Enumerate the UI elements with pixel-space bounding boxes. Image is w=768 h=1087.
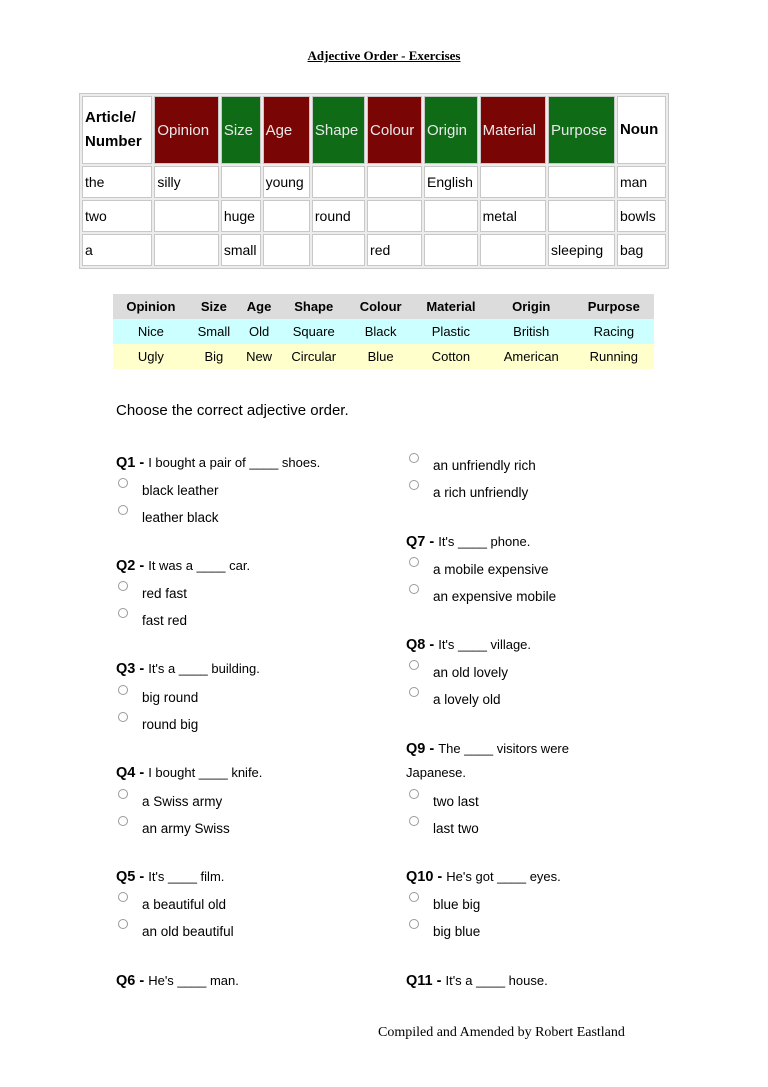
question-q1 xyxy=(116,455,320,471)
question-number: Q3 - xyxy=(116,661,145,677)
table-cell: huge xyxy=(221,200,261,232)
radio-button[interactable] xyxy=(409,789,419,799)
table-cell: Racing xyxy=(574,319,654,344)
table-cell: sleeping xyxy=(548,234,615,266)
radio-button[interactable] xyxy=(409,919,419,929)
header-age: Age xyxy=(263,96,310,164)
table-cell: small xyxy=(221,234,261,266)
answer-option[interactable]: leather black xyxy=(142,510,219,525)
instruction-text: Choose the correct adjective order. xyxy=(116,402,349,419)
question-text: It was a ____ car. xyxy=(148,558,251,573)
question-number: Q2 - xyxy=(116,558,145,574)
answer-option[interactable]: big round xyxy=(142,690,199,705)
table-cell: Running xyxy=(574,344,654,369)
table-cell: red xyxy=(367,234,422,266)
table-cell xyxy=(263,200,310,232)
radio-button[interactable] xyxy=(118,478,128,488)
radio-button[interactable] xyxy=(409,660,419,670)
table-cell: New xyxy=(239,344,279,369)
header-material: Material xyxy=(480,96,546,164)
question-number: Q7 - xyxy=(406,534,435,550)
header-noun: Noun xyxy=(617,96,666,164)
table-cell xyxy=(154,234,219,266)
table-cell: Cotton xyxy=(413,344,489,369)
question-q6 xyxy=(116,973,239,989)
table-cell xyxy=(548,200,615,232)
answer-option[interactable]: last two xyxy=(433,821,479,836)
table-cell: Black xyxy=(348,319,413,344)
header-purpose: Purpose xyxy=(548,96,615,164)
radio-button[interactable] xyxy=(118,789,128,799)
category-header: Purpose xyxy=(574,294,654,319)
header-article-line1: Article/ xyxy=(85,109,136,126)
table-row xyxy=(82,200,666,232)
answer-option[interactable]: an old lovely xyxy=(433,665,509,680)
table-cell xyxy=(480,166,546,198)
table-cell: Circular xyxy=(279,344,348,369)
question-q5 xyxy=(116,869,224,885)
answer-option[interactable]: black leather xyxy=(142,483,219,498)
table-cell: two xyxy=(82,200,152,232)
footer-credit: Compiled and Amended by Robert Eastland xyxy=(378,1025,625,1040)
table-cell: English xyxy=(424,166,478,198)
radio-button[interactable] xyxy=(118,608,128,618)
table-cell: Big xyxy=(189,344,239,369)
table-row xyxy=(113,344,654,369)
question-q2 xyxy=(116,558,250,574)
table-cell: Ugly xyxy=(113,344,189,369)
category-header: Colour xyxy=(348,294,413,319)
question-text: It's a ____ house. xyxy=(445,973,548,988)
answer-option[interactable]: blue big xyxy=(433,897,481,912)
table-cell xyxy=(263,234,310,266)
table-cell: Nice xyxy=(113,319,189,344)
radio-button[interactable] xyxy=(118,816,128,826)
question-text: He's got ____ eyes. xyxy=(446,869,561,884)
table-row xyxy=(113,319,654,344)
question-q7 xyxy=(406,534,530,550)
category-header: Shape xyxy=(279,294,348,319)
answer-option[interactable]: red fast xyxy=(142,586,188,601)
table-cell xyxy=(480,234,546,266)
radio-button[interactable] xyxy=(409,816,419,826)
answer-option[interactable]: an expensive mobile xyxy=(433,589,557,604)
table-cell xyxy=(221,166,261,198)
table-cell: bag xyxy=(617,234,666,266)
category-header: Size xyxy=(189,294,239,319)
radio-button[interactable] xyxy=(409,453,419,463)
header-size: Size xyxy=(221,96,261,164)
categories-header-row xyxy=(113,294,654,319)
radio-button[interactable] xyxy=(409,557,419,567)
question-text: He's ____ man. xyxy=(148,973,239,988)
table-cell xyxy=(367,200,422,232)
table-cell: Square xyxy=(279,319,348,344)
question-text: The ____ visitors were Japanese. xyxy=(406,741,569,780)
question-number: Q9 - xyxy=(406,741,435,757)
category-header: Age xyxy=(239,294,279,319)
table-cell xyxy=(424,200,478,232)
question-number: Q1 - xyxy=(116,455,145,471)
question-text: It's ____ film. xyxy=(148,869,225,884)
table-cell: the xyxy=(82,166,152,198)
table-cell: Blue xyxy=(348,344,413,369)
question-number: Q10 - xyxy=(406,869,443,885)
header-opinion: Opinion xyxy=(154,96,219,164)
radio-button[interactable] xyxy=(409,892,419,902)
table-cell: metal xyxy=(480,200,546,232)
radio-button[interactable] xyxy=(118,505,128,515)
radio-button[interactable] xyxy=(118,685,128,695)
category-header: Material xyxy=(413,294,489,319)
header-origin: Origin xyxy=(424,96,478,164)
question-text: It's ____ village. xyxy=(438,637,532,652)
answer-option[interactable]: a lovely old xyxy=(433,692,501,707)
question-q10 xyxy=(406,869,561,885)
question-number: Q6 - xyxy=(116,973,145,989)
table-cell xyxy=(312,234,365,266)
answer-option[interactable]: round big xyxy=(142,717,199,732)
radio-button[interactable] xyxy=(118,581,128,591)
question-number: Q11 - xyxy=(406,973,442,989)
header-colour: Colour xyxy=(367,96,422,164)
table-cell xyxy=(424,234,478,266)
radio-button[interactable] xyxy=(409,687,419,697)
adjective-categories-table xyxy=(113,294,654,369)
answer-option[interactable]: an army Swiss xyxy=(142,821,230,836)
category-header: Origin xyxy=(489,294,574,319)
radio-button[interactable] xyxy=(409,584,419,594)
question-q9 xyxy=(406,737,606,785)
radio-button[interactable] xyxy=(118,892,128,902)
question-text: I bought ____ knife. xyxy=(148,765,263,780)
table-cell: British xyxy=(489,319,574,344)
radio-button[interactable] xyxy=(118,712,128,722)
question-text: It's a ____ building. xyxy=(148,661,260,676)
question-q4 xyxy=(116,765,262,781)
radio-button[interactable] xyxy=(409,480,419,490)
table-cell: man xyxy=(617,166,666,198)
table-cell: a xyxy=(82,234,152,266)
answer-option[interactable]: a Swiss army xyxy=(142,794,223,809)
header-article-line2: Number xyxy=(85,133,142,150)
answer-option[interactable]: a mobile expensive xyxy=(433,562,549,577)
table-cell: Small xyxy=(189,319,239,344)
answer-option[interactable]: fast red xyxy=(142,613,188,628)
question-text: It's ____ phone. xyxy=(438,534,531,549)
page-title: Adjective Order - Exercises xyxy=(307,48,461,63)
question-q11 xyxy=(406,973,548,989)
table-cell xyxy=(312,166,365,198)
answer-option[interactable]: big blue xyxy=(433,924,481,939)
question-number: Q5 - xyxy=(116,869,145,885)
radio-button[interactable] xyxy=(118,919,128,929)
category-header: Opinion xyxy=(113,294,189,319)
question-text: I bought a pair of ____ shoes. xyxy=(148,455,321,470)
table-cell: silly xyxy=(154,166,219,198)
table-cell: young xyxy=(263,166,310,198)
table-cell: American xyxy=(489,344,574,369)
answer-option[interactable]: two last xyxy=(433,794,479,809)
answer-option[interactable]: an unfriendly rich xyxy=(433,458,536,473)
answer-option[interactable]: a beautiful old xyxy=(142,897,227,912)
table-cell: Plastic xyxy=(413,319,489,344)
question-q8 xyxy=(406,637,531,653)
table-row xyxy=(82,234,666,266)
table-row xyxy=(82,166,666,198)
order-table-header-row xyxy=(82,96,666,164)
question-number: Q8 - xyxy=(406,637,435,653)
question-number: Q4 - xyxy=(116,765,145,781)
table-cell xyxy=(367,166,422,198)
question-q3 xyxy=(116,661,260,677)
table-cell: round xyxy=(312,200,365,232)
table-cell xyxy=(154,200,219,232)
table-cell: Old xyxy=(239,319,279,344)
answer-option[interactable]: a rich unfriendly xyxy=(433,485,529,500)
adjective-order-table xyxy=(79,93,669,269)
answer-option[interactable]: an old beautiful xyxy=(142,924,234,939)
header-article-number xyxy=(82,96,152,164)
table-cell xyxy=(548,166,615,198)
header-shape: Shape xyxy=(312,96,365,164)
table-cell: bowls xyxy=(617,200,666,232)
